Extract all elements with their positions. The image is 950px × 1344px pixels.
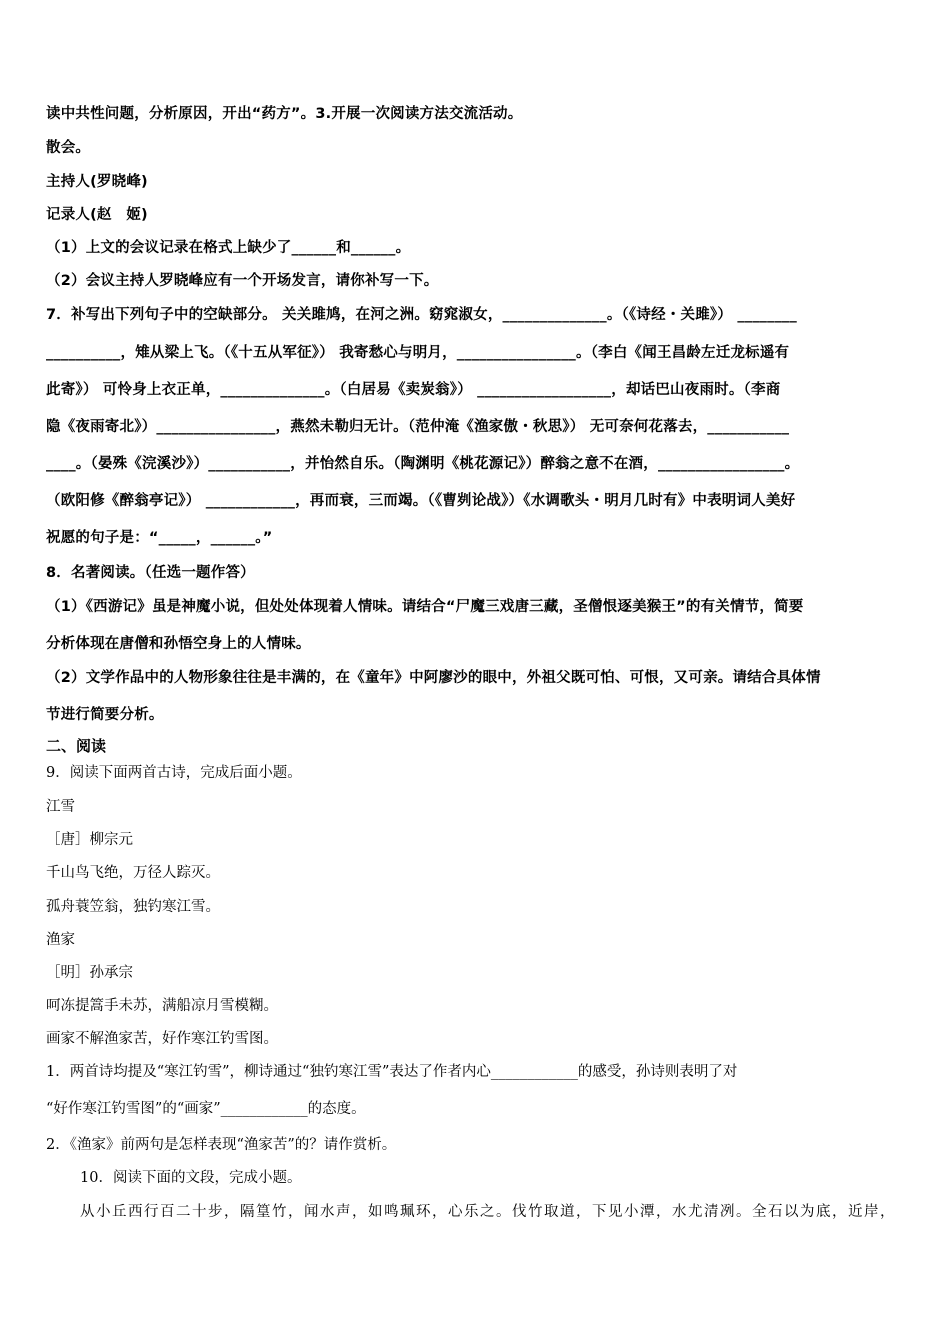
- question-8-2-line-2: 节进行简要分析。: [46, 707, 164, 723]
- passage-line-1: 从小丘西行百二十步，隔篁竹，闻水声，如鸣珮环，心乐之。伐竹取道，下见小潭，水尤清冽。全石以为底，近岸，: [80, 1204, 896, 1220]
- question-7-line-6: （欧阳修《醉翁亭记》） ____________，再而衰，三而竭。（《曹刿论战》）《水调歌头・明月几时有》中表明词人美好: [46, 493, 796, 509]
- poem-1-line-2: 孤舟蓑笠翁，独钓寒江雪。: [46, 899, 220, 915]
- poem-2-line-2: 画家不解渔家苦，好作寒江钓雪图。: [46, 1031, 278, 1047]
- question-8-2-line-1: （2）文学作品中的人物形象往往是丰满的，在《童年》中阿廖沙的眼中，外祖父既可怕、可恨，又可亲。请结合具体情: [46, 670, 821, 686]
- question-9-2: 2．《渔家》前两句是怎样表现“渔家苦”的？请作赏析。: [46, 1137, 397, 1153]
- question-9-1-line-2: “好作寒江钓雪图”的“画家”____________的态度。: [46, 1101, 366, 1117]
- question-8-1-line-1: （1）《西游记》虽是神魔小说，但处处体现着人情味。请结合“尸魔三戏唐三藏，圣僧恨逐美猴王”的有关情节，简要: [46, 599, 804, 615]
- question-7-line-3: 此寄》） 可怜身上衣正单，______________。（白居易《卖炭翁》） __________________，却话巴山夜雨时。（李商: [46, 382, 781, 398]
- host-line: 主持人(罗晓峰): [46, 174, 148, 190]
- poem-2-title: 渔家: [46, 932, 75, 948]
- meeting-adjourn-line: 散会。: [46, 140, 91, 156]
- question-8-1-line-2: 分析体现在唐僧和孙悟空身上的人情味。: [46, 636, 311, 652]
- poem-2-line-1: 呵冻提篙手未苏，满船凉月雪模糊。: [46, 998, 278, 1014]
- poem-1-author: ［唐］柳宗元: [46, 832, 133, 848]
- question-7-line-4: 隐《夜雨寄北》）________________，燕然未勒归无计。（范仲淹《渔家傲・秋思》） 无可奈何花落去，___________: [46, 419, 790, 435]
- meeting-record-line: 读中共性问题，分析原因，开出“药方”。3.开展一次阅读方法交流活动。: [46, 106, 523, 122]
- question-8-title: 8．名著阅读。（任选一题作答）: [46, 565, 255, 581]
- poem-1-line-1: 千山鸟飞绝，万径人踪灭。: [46, 865, 220, 881]
- question-7-line-5: ____。（晏殊《浣溪沙》）___________，并怡然自乐。（陶渊明《桃花源记》）醉翁之意不在酒，_________________。: [46, 456, 800, 472]
- question-7-line-1: 7．补写出下列句子中的空缺部分。 关关雎鸠，在河之洲。窈窕淑女，______________。（《诗经・关雎》） ________: [46, 307, 797, 323]
- question-6-2: （2）会议主持人罗晓峰应有一个开场发言，请你补写一下。: [46, 273, 439, 289]
- question-6-1: （1）上文的会议记录在格式上缺少了______和______。: [46, 240, 411, 256]
- question-7-line-7: 祝愿的句子是：“_____，______。”: [46, 530, 273, 546]
- poem-1-title: 江雪: [46, 799, 75, 815]
- recorder-line: 记录人(赵 姬): [46, 207, 148, 223]
- poem-2-author: ［明］孙承宗: [46, 965, 133, 981]
- question-7-line-2: __________，雉从梁上飞。（《十五从军征》） 我寄愁心与明月，________________。（李白《闻王昌龄左迁龙标遥有: [46, 345, 790, 361]
- section-heading-reading: 二、阅读: [46, 737, 107, 755]
- question-9-title: 9．阅读下面两首古诗，完成后面小题。: [46, 765, 302, 781]
- question-9-1-line-1: 1．两首诗均提及“寒江钓雪”，柳诗通过“独钓寒江雪”表达了作者内心____________的感受，孙诗则表明了对: [46, 1064, 738, 1080]
- question-10-title: 10．阅读下面的文段，完成小题。: [80, 1170, 302, 1186]
